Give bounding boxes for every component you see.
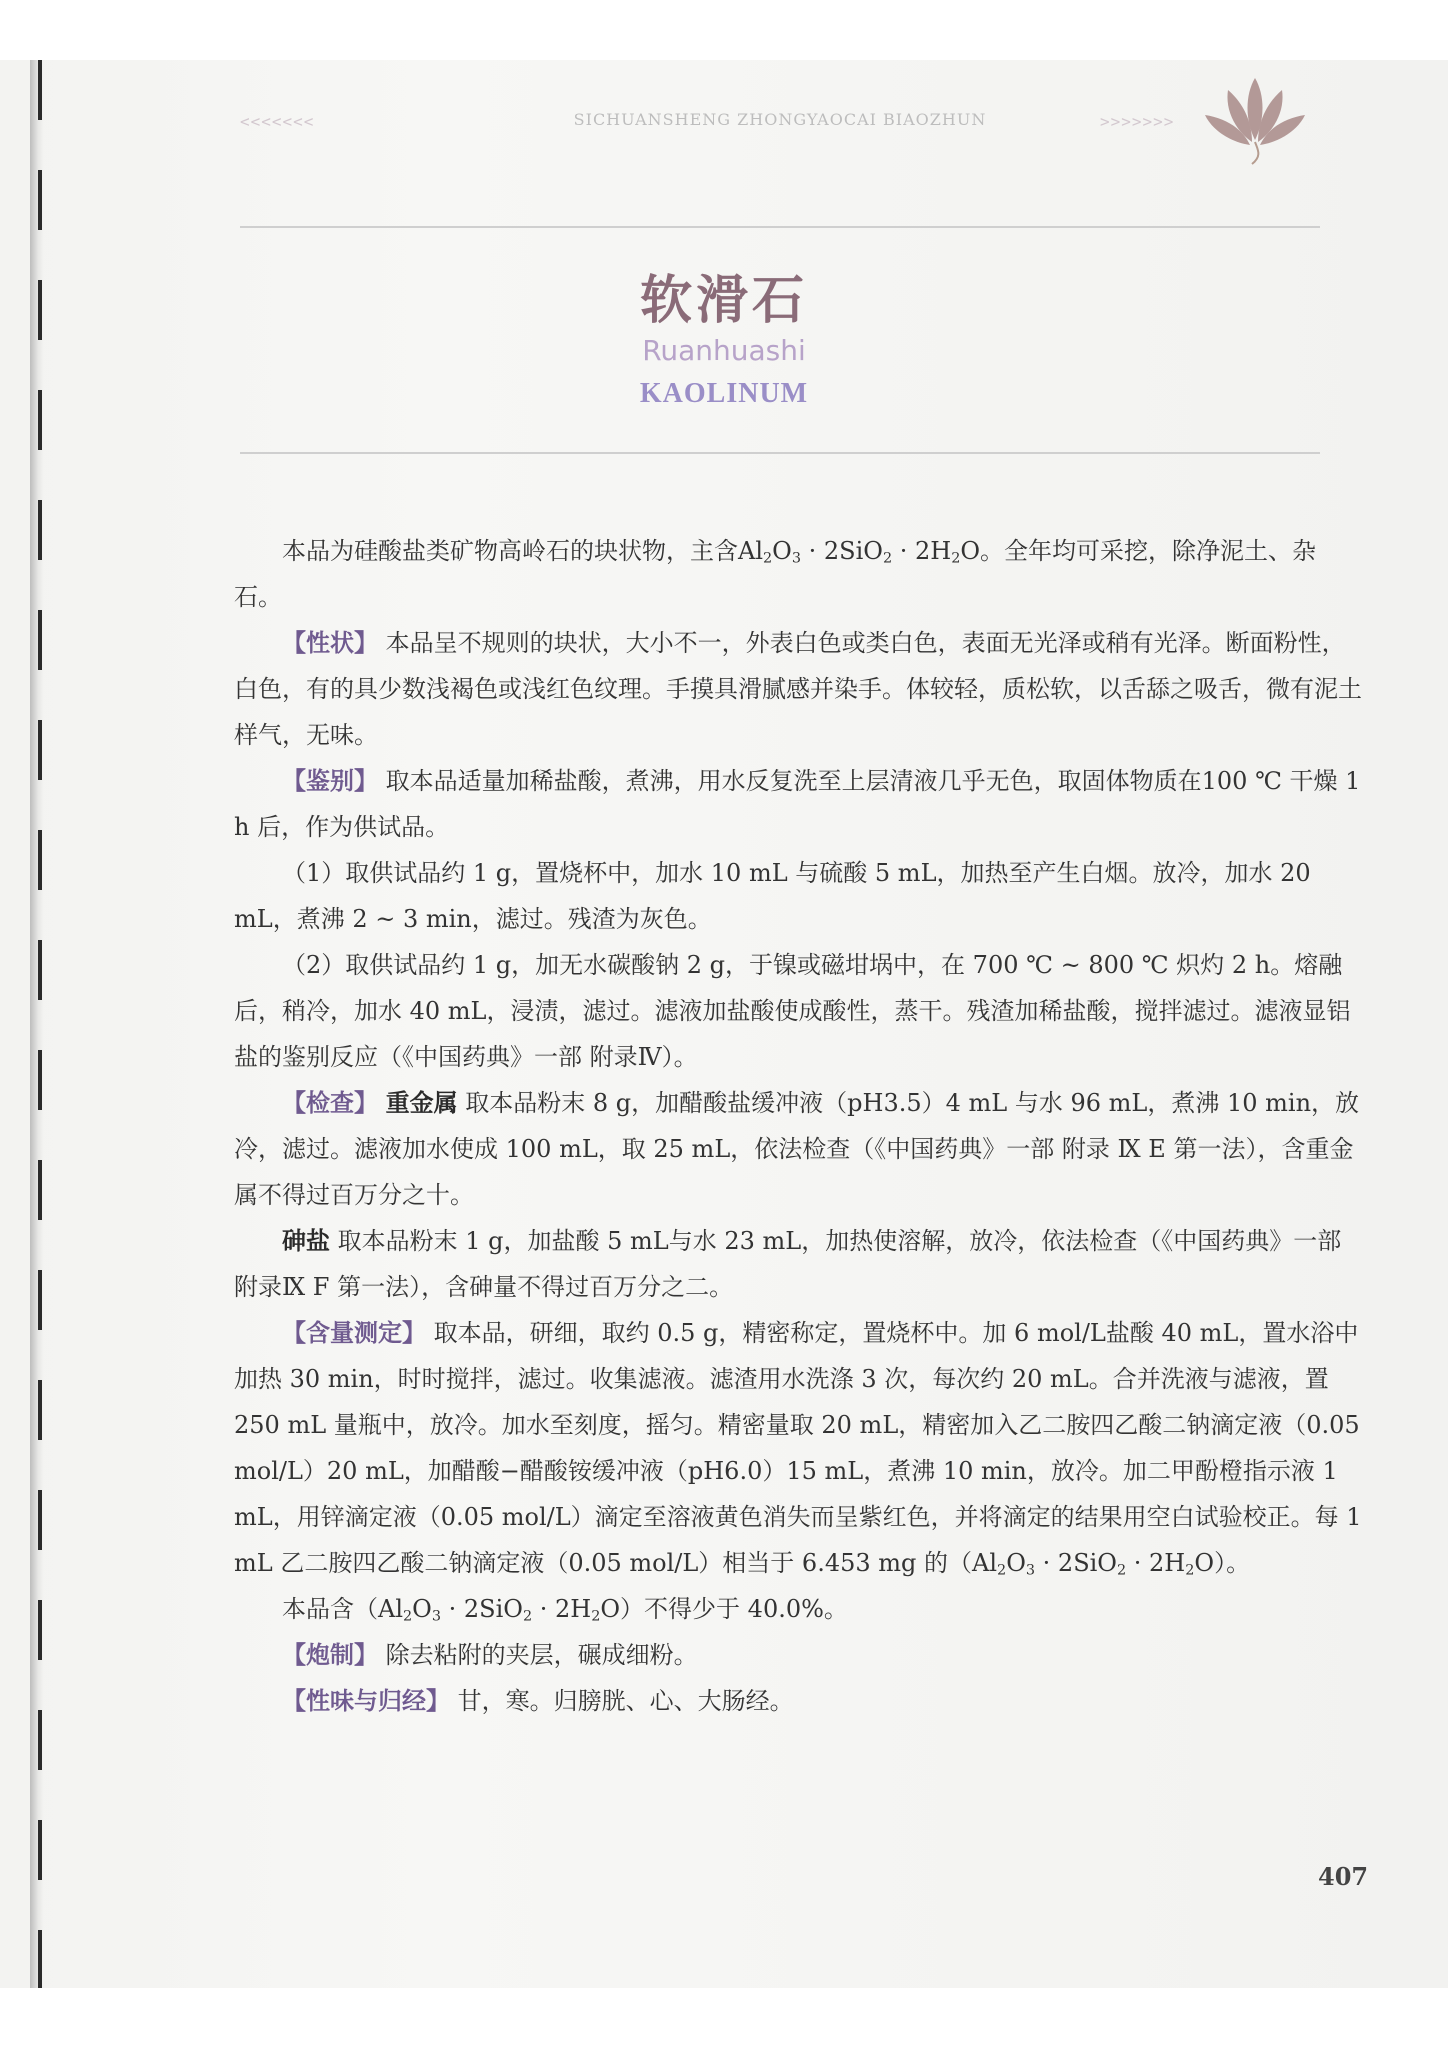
identification-test-2: （2）取供试品约 1 g，加无水碳酸钠 2 g，于镍或磁坩埚中，在 700 ℃ ~ 800 ℃ 炽灼 2 h。熔融后，稍冷，加水 40 mL，浸渍，滤过。滤液加盐酸使成酸性，蒸干。残渣加稀盐酸，搅拌滤过。滤液显铝盐的鉴别反应（《中国药典》一部 附录Ⅳ）。 bbox=[234, 951, 1351, 1071]
assay-paragraph: 【含量测定】 取本品，研细，取约 0.5 g，精密称定，置烧杯中。加 6 mol/L盐酸 40 mL，置水浴中加热 30 min，时时搅拌，滤过。收集滤液。滤渣用水洗涤 3 次，每次约 20 mL。合并洗液与滤液，置 250 mL 量瓶中，放冷。加水至刻度，摇匀。精密量取 20 mL，精密加入乙二胺四乙酸二钠滴定液（0.05 mol/L）20 mL，加醋酸−醋酸铵缓冲液（pH6.0）15 mL，煮沸 10 min，放冷。加二甲酚橙指示液 1 mL，用锌滴定液（0.05 mol/L）滴定至溶液黄色消失而呈紫红色，并将滴定的结果用空白试验校正。每 1 mL 乙二胺四乙酸二钠滴定液（0.05 mol/L）相当于 6.453 mg 的$(Al_2O_3 \cdot 2SiO_2 \cdot 2H_2O)$。 bbox=[234, 1318, 1362, 1579]
section-tag-examination: 【检查】 bbox=[282, 1088, 378, 1117]
top-divider bbox=[240, 226, 1320, 228]
entry-title: 软滑石 bbox=[639, 270, 808, 331]
page-number: 407 bbox=[1318, 1862, 1369, 1891]
header-right-ornament: >>>>>>> bbox=[1100, 112, 1175, 131]
section-tag-processing: 【炮制】 bbox=[282, 1640, 378, 1669]
lotus-icon bbox=[1200, 70, 1310, 170]
monograph-body bbox=[234, 528, 1364, 1724]
top-margin bbox=[0, 0, 1448, 60]
title-divider bbox=[240, 452, 1320, 454]
identification-paragraph: 【鉴别】 取本品适量加稀盐酸，煮沸，用水反复洗至上层清液几乎无色，取固体物质在100 ℃ 干燥 1 h 后，作为供试品。 bbox=[234, 766, 1361, 841]
section-tag-assay: 【含量测定】 bbox=[282, 1318, 426, 1347]
heavy-metal-paragraph: 【检查】 重金属 取本品粉末 8 g，加醋酸盐缓冲液（pH3.5）4 mL 与水 96 mL，煮沸 10 min，放冷，滤过。滤液加水使成 100 mL，取 25 mL，依法检查（《中国药典》一部 附录 Ⅸ E 第一法），含重金属不得过百万分之十。 bbox=[234, 1088, 1360, 1209]
heavy-metal-label: 重金属 bbox=[385, 1088, 458, 1117]
entry-latin: KAOLINUM bbox=[639, 378, 809, 409]
arsenic-paragraph: 砷盐 取本品粉末 1 g，加盐酸 5 mL与水 23 mL，加热使溶解，放冷，依法检查（《中国药典》一部 附录Ⅸ F 第一法），含砷量不得过百万分之二。 bbox=[234, 1226, 1342, 1301]
processing-paragraph: 【炮制】 除去粘附的夹层，碾成细粉。 bbox=[282, 1640, 698, 1669]
section-tag-property: 【性味与归经】 bbox=[282, 1686, 450, 1715]
description-paragraph: 【性状】 本品呈不规则的块状，大小不一，外表白色或类白色，表面无光泽或稍有光泽。断面粉性，白色，有的具少数浅褐色或浅红色纹理。手摸具滑腻感并染手。体较轻，质松软，以舌舔之吸舌，微有泥土样气，无味。 bbox=[234, 628, 1362, 749]
arsenic-label: 砷盐 bbox=[282, 1226, 330, 1255]
section-tag-identification: 【鉴别】 bbox=[282, 766, 378, 795]
identification-test-1: （1）取供试品约 1 g，置烧杯中，加水 10 mL 与硫酸 5 mL，加热至产生白烟。放冷，加水 20 mL，煮沸 2 ~ 3 min，滤过。残渣为灰色。 bbox=[234, 859, 1311, 933]
section-tag-description: 【性状】 bbox=[282, 628, 378, 657]
header-left-ornament: <<<<<<< bbox=[240, 112, 315, 131]
entry-pinyin: Ruanhuashi bbox=[642, 334, 806, 367]
bottom-margin bbox=[0, 1988, 1448, 2048]
property-paragraph: 【性味与归经】 甘，寒。归膀胱、心、大肠经。 bbox=[282, 1686, 794, 1715]
running-title: SICHUANSHENG ZHONGYAOCAI BIAOZHUN bbox=[573, 110, 987, 129]
content-limit-paragraph: 本品含$(Al_2O_3 \cdot 2SiO_2 \cdot 2H_2O)$不得少于 40.0%。 bbox=[282, 1595, 848, 1625]
intro-paragraph: 本品为硅酸盐类矿物高岭石的块状物，主含$Al_2O_3 \cdot 2SiO_2 \cdot 2H_2O$。全年均可采挖，除净泥土、杂石。 bbox=[234, 537, 1317, 611]
